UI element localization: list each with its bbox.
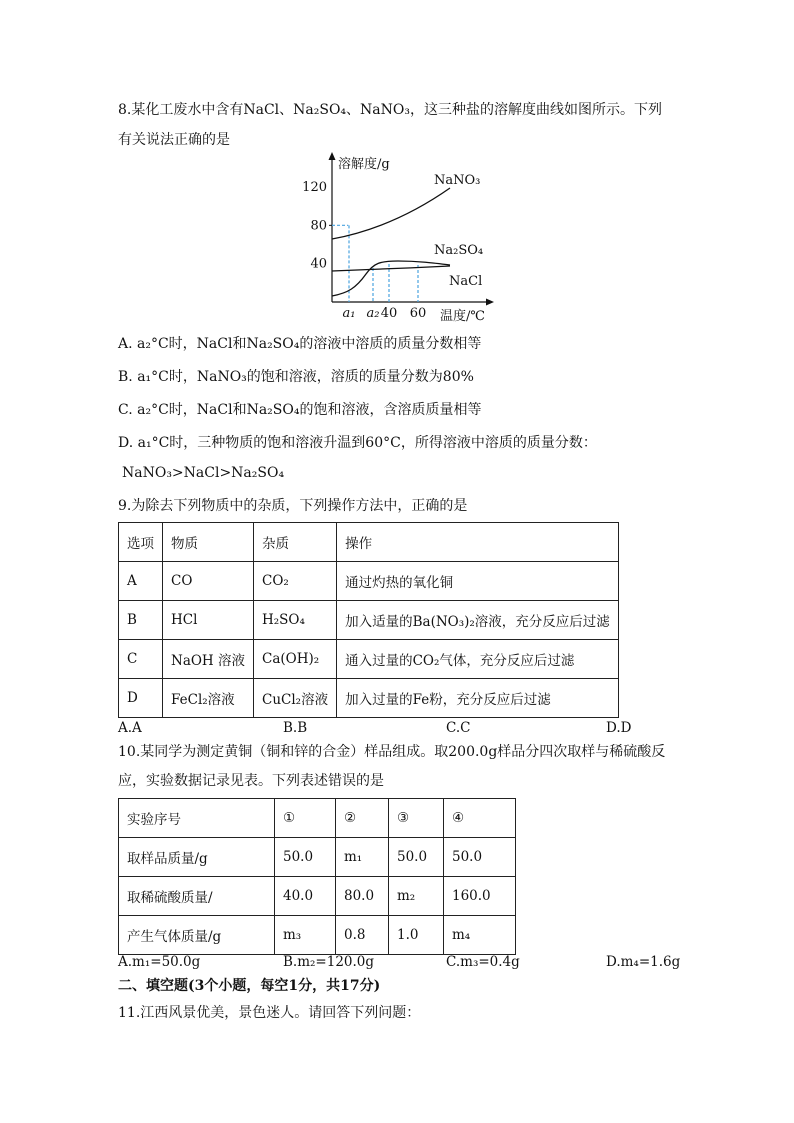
q9-table-cell: D — [119, 679, 163, 718]
q10-table-cell: 产生气体质量/g — [119, 916, 275, 955]
q9-table-cell: B — [119, 601, 163, 640]
q10-table-cell: m₄ — [444, 916, 516, 955]
q10-table-cell: m₃ — [275, 916, 336, 955]
series-line-2 — [332, 266, 450, 271]
q10-choice-3: D.m₄=1.6g — [606, 954, 681, 970]
q10-stem-line1: 10.某同学为测定黄铜（铜和锌的合金）样品组成。取200.0g样品分四次取样与稀硫酸反 — [118, 744, 666, 760]
q9-choice-2: C.C — [446, 720, 471, 736]
section-title: 二、填空题(3个小题，每空1分，共17分) — [118, 978, 381, 994]
q11-stem: 11.江西风景优美，景色迷人。请回答下列问题： — [118, 1005, 421, 1021]
x-axis-arrow — [486, 299, 494, 306]
q9-table-cell: 杂质 — [254, 523, 337, 562]
q9-table-cell: C — [119, 640, 163, 679]
q10-table-row — [119, 838, 516, 877]
q9-stem: 9.为除去下列物质中的杂质，下列操作方法中，正确的是 — [118, 498, 468, 514]
q10-table-cell: 1.0 — [389, 916, 444, 955]
q9-table-row — [119, 601, 619, 640]
q9-table-cell: HCl — [163, 601, 254, 640]
series-line-0 — [332, 188, 450, 239]
q10-table-cell: 40.0 — [275, 877, 336, 916]
y-tick-label-80: 80 — [310, 218, 327, 234]
y-tick-label-120: 120 — [302, 180, 327, 195]
q10-table-cell: ① — [275, 799, 336, 838]
q9-table-cell: H₂SO₄ — [254, 601, 337, 640]
y-tick-label-40: 40 — [310, 256, 327, 272]
q9-table-cell: NaOH 溶液 — [163, 640, 254, 679]
q9-table-header-row — [119, 523, 619, 562]
q9-table-cell: CuCl₂溶液 — [254, 679, 337, 718]
q9-table-row — [119, 679, 619, 718]
q10-table-cell: ③ — [389, 799, 444, 838]
y-axis-arrow — [329, 152, 336, 160]
q10-table-cell: 160.0 — [444, 877, 516, 916]
q9-choice-1: B.B — [283, 720, 308, 736]
q10-table-cell: 50.0 — [275, 838, 336, 877]
q10-table-row — [119, 916, 516, 955]
q9-table-row — [119, 640, 619, 679]
q9-table-cell: 选项 — [119, 523, 163, 562]
q10-table-cell: 50.0 — [444, 838, 516, 877]
q10-stem-line2: 应，实验数据记录见表。下列表述错误的是 — [118, 773, 384, 789]
q10-table-cell: 实验序号 — [119, 799, 275, 838]
q10-table-cell: 80.0 — [336, 877, 389, 916]
q9-choice-3: D.D — [606, 720, 632, 736]
q10-table-header-row — [119, 799, 516, 838]
q9-table-cell: FeCl₂溶液 — [163, 679, 254, 718]
y-axis-label: 溶解度/g — [338, 157, 390, 172]
q9-table-cell: CO₂ — [254, 562, 337, 601]
q9-table-cell: A — [119, 562, 163, 601]
q9-table-cell: 操作 — [337, 523, 619, 562]
q10-table-cell: 取样品质量/g — [119, 838, 275, 877]
q10-table-cell: m₁ — [336, 838, 389, 877]
q9-table — [118, 522, 619, 718]
q10-table — [118, 798, 516, 955]
q10-table-cell: 取稀硫酸质量/ — [119, 877, 275, 916]
series-label-2: NaCl — [449, 274, 483, 289]
q9-table-cell: 加入过量的Fe粉，充分反应后过滤 — [337, 679, 619, 718]
q9-choice-0: A.A — [118, 720, 142, 736]
q8-option-2: C. a₂°C时，NaCl和Na₂SO₄的饱和溶液，含溶质质量相等 — [118, 402, 482, 418]
q9-table-cell: 通过灼热的氧化铜 — [337, 562, 619, 601]
x-tick-label-1: a₂ — [366, 306, 380, 321]
q10-table-cell: 50.0 — [389, 838, 444, 877]
q10-choice-1: B.m₂=120.0g — [283, 954, 375, 970]
q8-stem-line1: 8.某化工废水中含有NaCl、Na₂SO₄、NaNO₃，这三种盐的溶解度曲线如图所示。下列 — [118, 102, 662, 118]
q10-table-cell: ④ — [444, 799, 516, 838]
x-tick-label-0: a₁ — [342, 306, 356, 321]
x-axis-label: 温度/℃ — [440, 309, 485, 324]
q8-stem-line2: 有关说法正确的是 — [118, 132, 230, 148]
q9-table-cell: 通入过量的CO₂气体，充分反应后过滤 — [337, 640, 619, 679]
series-label-0: NaNO₃ — [434, 173, 481, 188]
q9-table-cell: 加入适量的Ba(NO₃)₂溶液，充分反应后过滤 — [337, 601, 619, 640]
q10-table-cell: ② — [336, 799, 389, 838]
solubility-chart — [300, 150, 500, 325]
q9-table-cell: CO — [163, 562, 254, 601]
q9-table-cell: Ca(OH)₂ — [254, 640, 337, 679]
q8-option-3: D. a₁°C时，三种物质的饱和溶液升温到60°C，所得溶液中溶质的质量分数： — [118, 435, 597, 451]
series-label-1: Na₂SO₄ — [434, 243, 484, 258]
q10-table-cell: m₂ — [389, 877, 444, 916]
q8-option-4: NaNO₃>NaCl>Na₂SO₄ — [122, 465, 285, 481]
q10-table-row — [119, 877, 516, 916]
x-tick-label-2: 40 — [380, 306, 398, 321]
q9-table-cell: 物质 — [163, 523, 254, 562]
q9-table-row — [119, 562, 619, 601]
q8-option-0: A. a₂°C时，NaCl和Na₂SO₄的溶液中溶质的质量分数相等 — [118, 336, 482, 352]
x-tick-label-3: 60 — [409, 306, 427, 321]
q10-choice-2: C.m₃=0.4g — [446, 954, 520, 970]
q10-choice-0: A.m₁=50.0g — [118, 954, 201, 970]
q8-option-1: B. a₁°C时，NaNO₃的饱和溶液，溶质的质量分数为80% — [118, 369, 474, 385]
q10-table-cell: 0.8 — [336, 916, 389, 955]
